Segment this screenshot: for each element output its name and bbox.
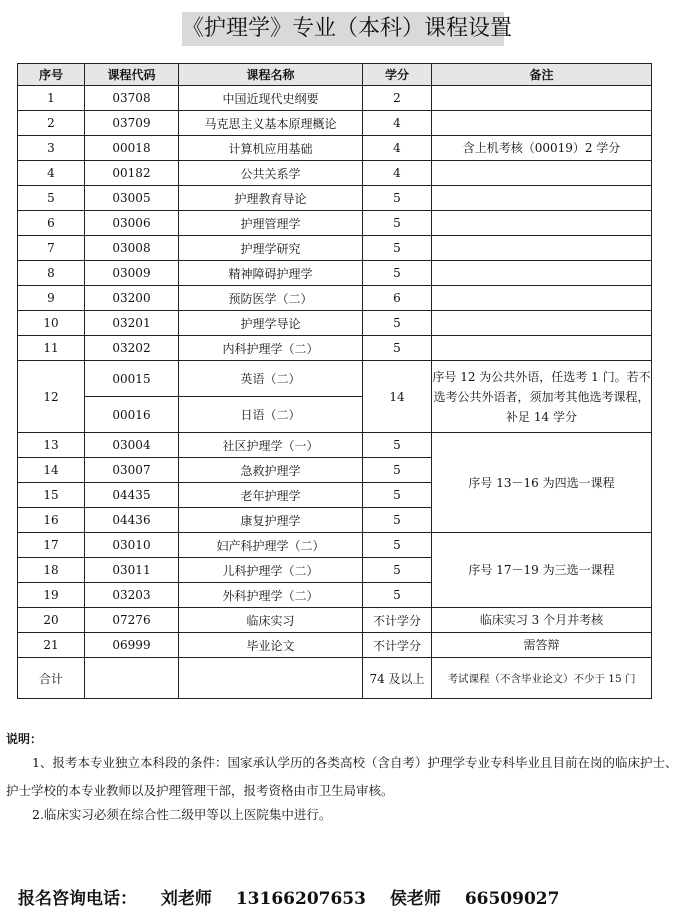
cell-credit: 4 xyxy=(363,161,432,186)
table-row xyxy=(18,236,652,261)
page-title: 《护理学》专业（本科）课程设置 xyxy=(182,12,504,46)
cell-no: 6 xyxy=(18,211,85,236)
cell-code: 03200 xyxy=(85,286,179,311)
cell-credit: 5 xyxy=(363,311,432,336)
total-note: 考试课程（不含毕业论文）不少于 15 门 xyxy=(432,658,652,699)
cell-no: 11 xyxy=(18,336,85,361)
cell-credit: 4 xyxy=(363,136,432,161)
cell-credit: 5 xyxy=(363,583,432,608)
cell-no: 15 xyxy=(18,483,85,508)
header-note: 备注 xyxy=(432,64,652,86)
cell-code: 03011 xyxy=(85,558,179,583)
contact-line xyxy=(18,884,577,909)
notes-heading: 说明： xyxy=(6,732,43,746)
cell-code: 03006 xyxy=(85,211,179,236)
table-row xyxy=(18,533,652,558)
cell-name: 护理管理学 xyxy=(179,211,363,236)
cell-name: 内科护理学（二） xyxy=(179,336,363,361)
cell-code: 00018 xyxy=(85,136,179,161)
cell-no: 8 xyxy=(18,261,85,286)
cell-no: 12 xyxy=(18,361,85,433)
cell-name: 康复护理学 xyxy=(179,508,363,533)
cell-code: 04436 xyxy=(85,508,179,533)
cell-name: 老年护理学 xyxy=(179,483,363,508)
table-row xyxy=(18,608,652,633)
cell-name: 临床实习 xyxy=(179,608,363,633)
cell-note: 序号 12 为公共外语，任选考 1 门。若不选考公共外语者，须加考其他选考课程，补足 14 学分 xyxy=(432,361,652,433)
cell-note: 临床实习 3 个月并考核 xyxy=(432,608,652,633)
cell-code: 03008 xyxy=(85,236,179,261)
table-row xyxy=(18,633,652,658)
cell-credit: 5 xyxy=(363,236,432,261)
total-row xyxy=(18,658,652,699)
cell-credit: 2 xyxy=(363,86,432,111)
cell-name: 儿科护理学（二） xyxy=(179,558,363,583)
table-row xyxy=(18,136,652,161)
table-row xyxy=(18,361,652,397)
cell-credit: 5 xyxy=(363,433,432,458)
cell-credit: 5 xyxy=(363,533,432,558)
cell-credit: 6 xyxy=(363,286,432,311)
cell-code: 06999 xyxy=(85,633,179,658)
table-row xyxy=(18,336,652,361)
cell-name: 外科护理学（二） xyxy=(179,583,363,608)
cell-code: 00182 xyxy=(85,161,179,186)
cell-name: 中国近现代史纲要 xyxy=(179,86,363,111)
cell-code: 04435 xyxy=(85,483,179,508)
cell-code: 03202 xyxy=(85,336,179,361)
cell-name: 护理学研究 xyxy=(179,236,363,261)
cell-no: 3 xyxy=(18,136,85,161)
cell-note xyxy=(432,161,652,186)
cell-note xyxy=(432,336,652,361)
header-name: 课程名称 xyxy=(179,64,363,86)
cell-code: 03201 xyxy=(85,311,179,336)
cell-note xyxy=(432,86,652,111)
cell-code: 03203 xyxy=(85,583,179,608)
cell-no: 1 xyxy=(18,86,85,111)
cell-no: 14 xyxy=(18,458,85,483)
table-row xyxy=(18,311,652,336)
cell-name: 日语（二） xyxy=(179,397,363,433)
header-credit: 学分 xyxy=(363,64,432,86)
cell-note xyxy=(432,311,652,336)
cell-name: 毕业论文 xyxy=(179,633,363,658)
cell-credit: 5 xyxy=(363,336,432,361)
cell-name: 精神障碍护理学 xyxy=(179,261,363,286)
cell-code: 03005 xyxy=(85,186,179,211)
cell-credit: 5 xyxy=(363,558,432,583)
total-credit: 74 及以上 xyxy=(363,658,432,699)
cell-note: 需答辩 xyxy=(432,633,652,658)
cell-name xyxy=(179,658,363,699)
cell-credit: 5 xyxy=(363,483,432,508)
cell-name: 公共关系学 xyxy=(179,161,363,186)
cell-note xyxy=(432,111,652,136)
header-code: 课程代码 xyxy=(85,64,179,86)
cell-credit: 4 xyxy=(363,111,432,136)
cell-no: 7 xyxy=(18,236,85,261)
cell-note xyxy=(432,261,652,286)
cell-no: 16 xyxy=(18,508,85,533)
cell-code: 07276 xyxy=(85,608,179,633)
cell-code: 03708 xyxy=(85,86,179,111)
cell-name: 马克思主义基本原理概论 xyxy=(179,111,363,136)
cell-code: 00016 xyxy=(85,397,179,433)
cell-no: 13 xyxy=(18,433,85,458)
contact-phone-1: 13166207653 xyxy=(235,889,366,909)
cell-credit: 不计学分 xyxy=(363,608,432,633)
course-table xyxy=(17,63,652,699)
contact-person-1: 刘老师 xyxy=(160,889,212,909)
cell-no: 9 xyxy=(18,286,85,311)
cell-credit: 不计学分 xyxy=(363,633,432,658)
cell-note xyxy=(432,286,652,311)
cell-note xyxy=(432,211,652,236)
cell-name: 急救护理学 xyxy=(179,458,363,483)
cell-no: 5 xyxy=(18,186,85,211)
table-row xyxy=(18,86,652,111)
cell-code: 03004 xyxy=(85,433,179,458)
cell-note: 含上机考核（00019）2 学分 xyxy=(432,136,652,161)
cell-credit: 5 xyxy=(363,211,432,236)
cell-note: 序号 13－16 为四选一课程 xyxy=(432,433,652,533)
cell-no: 17 xyxy=(18,533,85,558)
cell-code xyxy=(85,658,179,699)
cell-note xyxy=(432,236,652,261)
cell-no: 18 xyxy=(18,558,85,583)
cell-credit: 5 xyxy=(363,186,432,211)
cell-credit: 5 xyxy=(363,458,432,483)
cell-note: 序号 17－19 为三选一课程 xyxy=(432,533,652,608)
cell-no: 21 xyxy=(18,633,85,658)
cell-code: 03009 xyxy=(85,261,179,286)
cell-credit: 14 xyxy=(363,361,432,433)
cell-no: 10 xyxy=(18,311,85,336)
cell-code: 03010 xyxy=(85,533,179,558)
table-header-row xyxy=(18,64,652,86)
total-label: 合计 xyxy=(18,658,85,699)
cell-no: 19 xyxy=(18,583,85,608)
cell-name: 社区护理学（一） xyxy=(179,433,363,458)
header-no: 序号 xyxy=(18,64,85,86)
cell-name: 妇产科护理学（二） xyxy=(179,533,363,558)
cell-code: 00015 xyxy=(85,361,179,397)
cell-no: 20 xyxy=(18,608,85,633)
table-row xyxy=(18,261,652,286)
cell-name: 英语（二） xyxy=(179,361,363,397)
cell-note xyxy=(432,186,652,211)
table-row xyxy=(18,286,652,311)
table-row xyxy=(18,186,652,211)
table-row xyxy=(18,161,652,186)
cell-name: 护理教育导论 xyxy=(179,186,363,211)
cell-credit: 5 xyxy=(363,261,432,286)
cell-no: 4 xyxy=(18,161,85,186)
note-paragraph-2: 2.临床实习必须在综合性二级甲等以上医院集中进行。 xyxy=(32,807,332,822)
contact-label: 报名咨询电话： xyxy=(18,889,137,909)
contact-person-2: 侯老师 xyxy=(389,889,441,909)
table-row xyxy=(18,211,652,236)
table-row xyxy=(18,433,652,458)
cell-name: 预防医学（二） xyxy=(179,286,363,311)
table-row xyxy=(18,111,652,136)
cell-code: 03007 xyxy=(85,458,179,483)
note-paragraph-1: 1、报考本专业独立本科段的条件：国家承认学历的各类高校（含自考）护理学专业专科毕业且目前在岗的临床护士、护士学校的本专业教师以及护理管理干部，报考资格由市卫生局审核。 xyxy=(6,755,678,798)
contact-phone-2: 66509027 xyxy=(464,889,560,909)
cell-code: 03709 xyxy=(85,111,179,136)
cell-name: 计算机应用基础 xyxy=(179,136,363,161)
cell-credit: 5 xyxy=(363,508,432,533)
cell-no: 2 xyxy=(18,111,85,136)
cell-name: 护理学导论 xyxy=(179,311,363,336)
